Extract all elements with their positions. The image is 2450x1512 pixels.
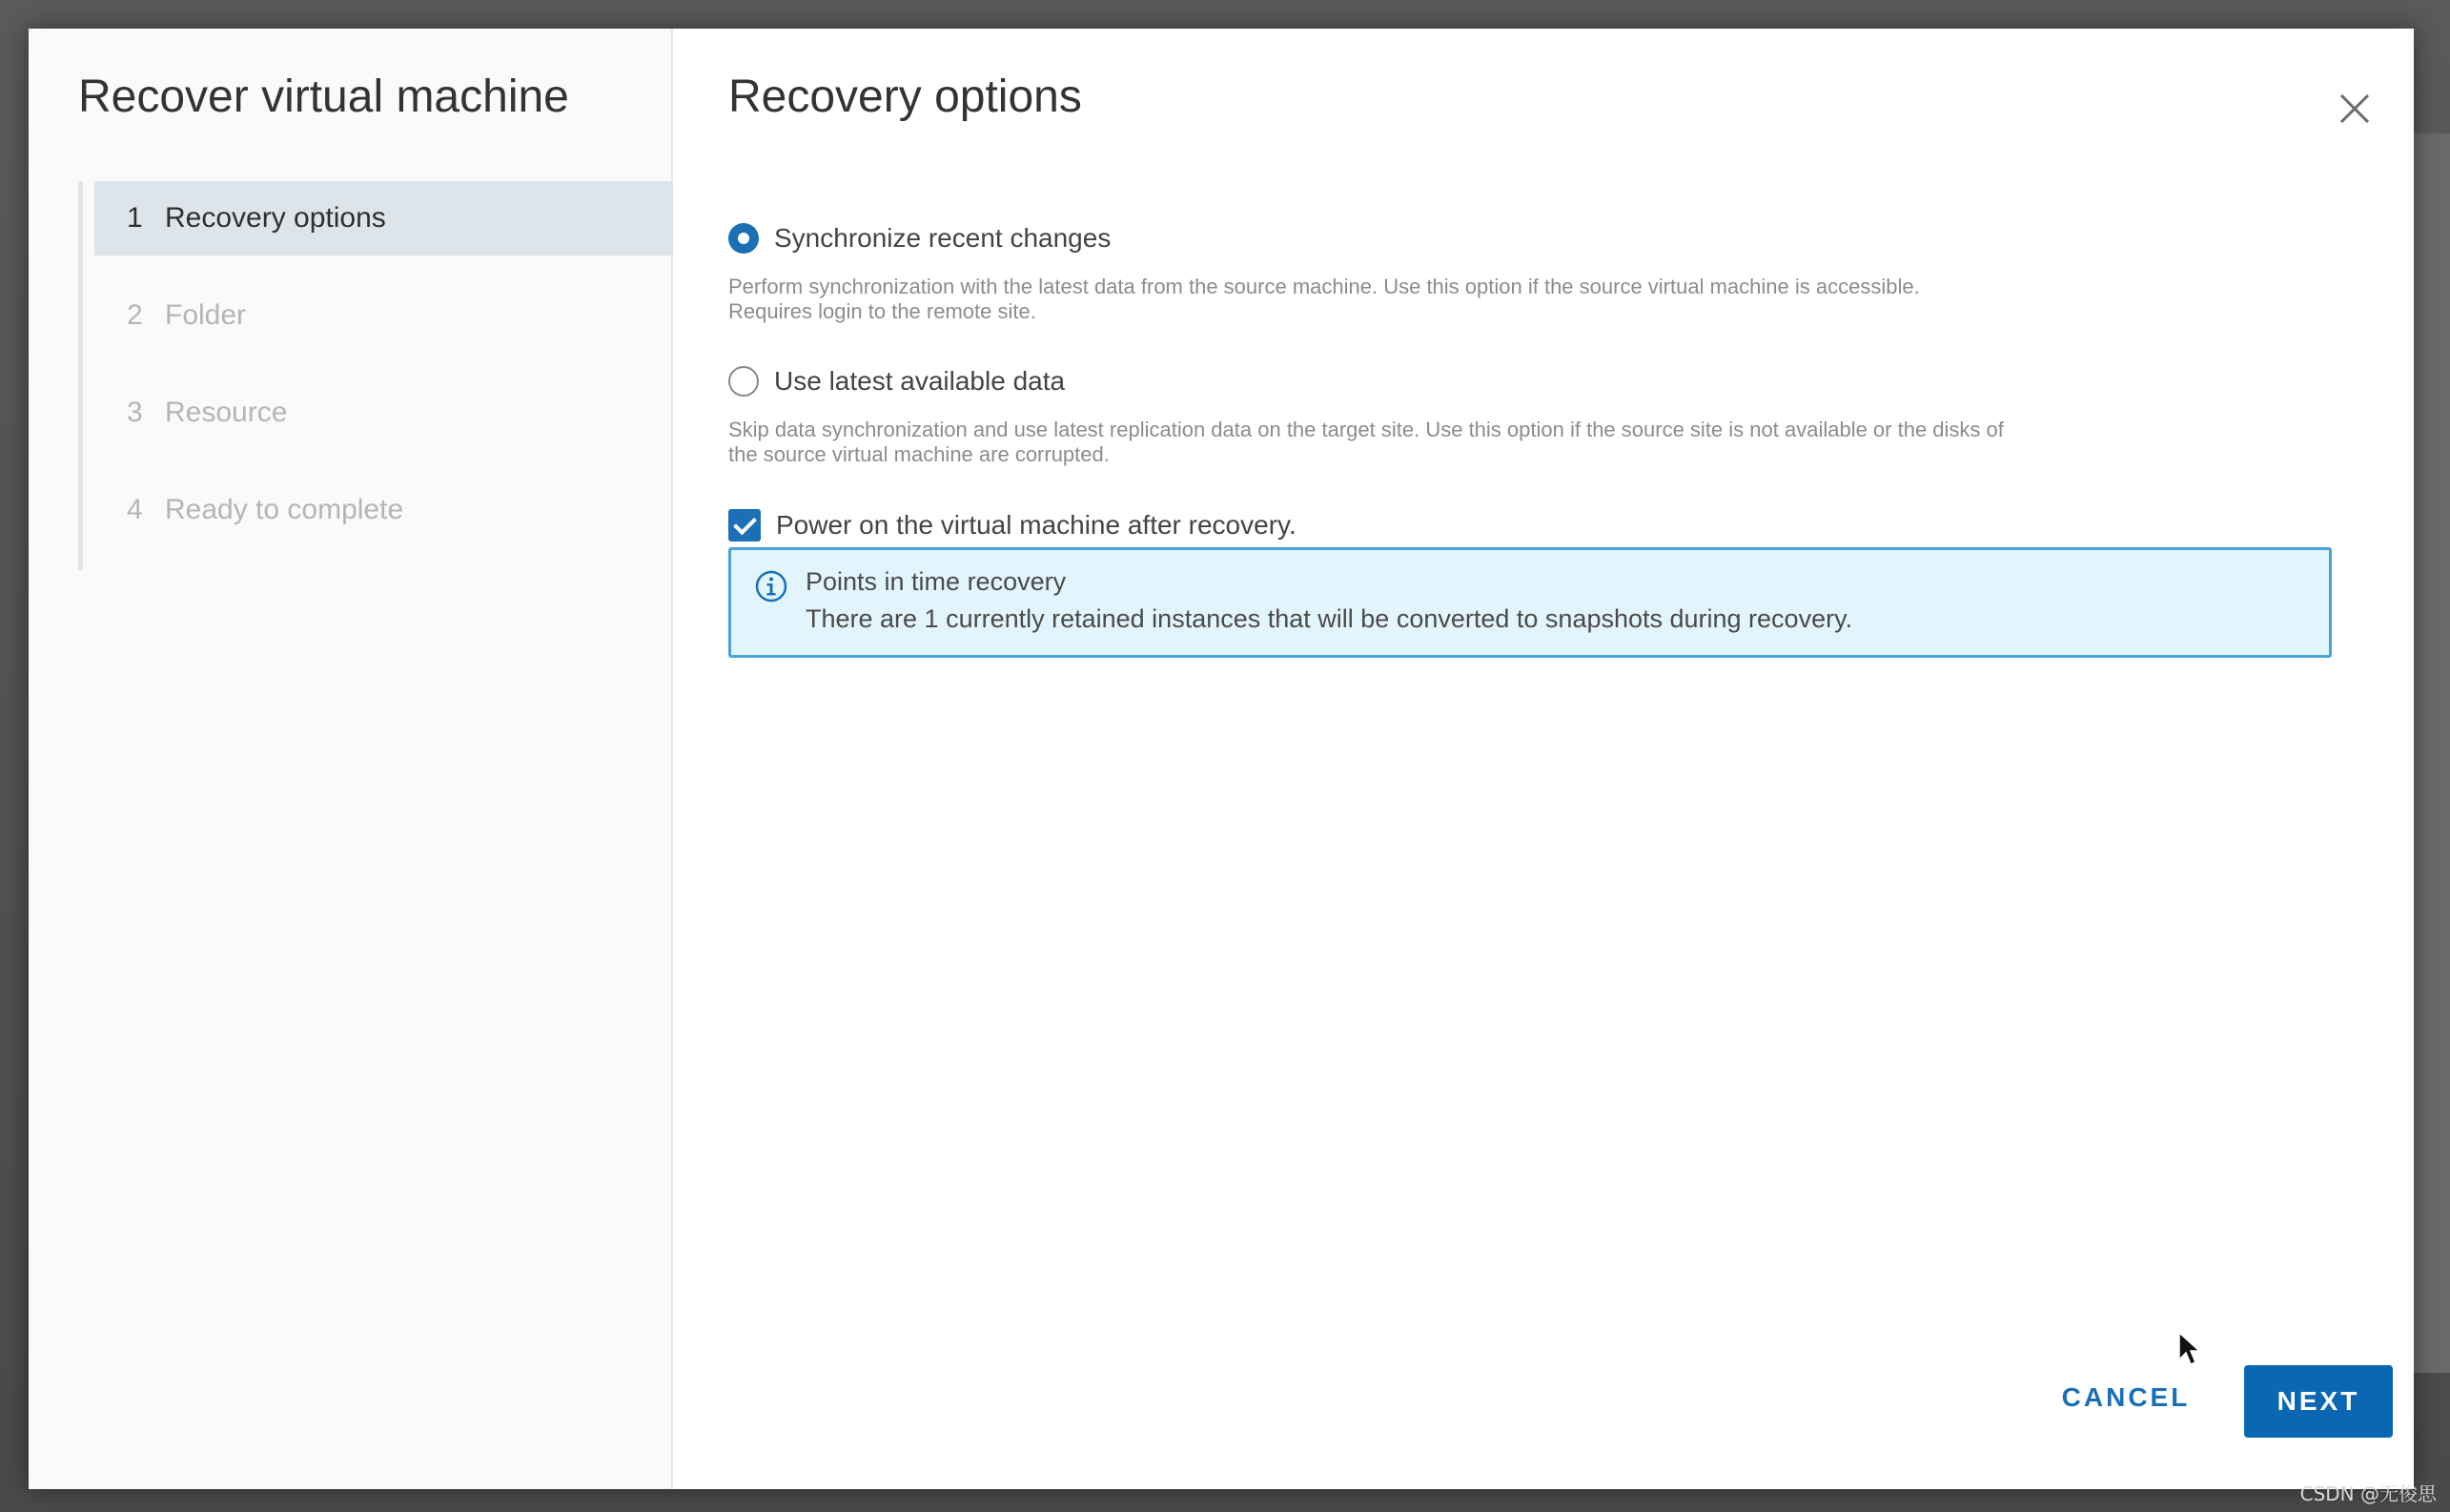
radio-use-latest-available-data[interactable] [728, 366, 1065, 397]
recover-vm-dialog [29, 29, 2414, 1489]
step-label: Resource [165, 397, 288, 428]
power-on-checkbox[interactable] [728, 509, 761, 541]
info-alert [728, 547, 2332, 658]
step-recovery-options[interactable] [94, 181, 673, 255]
step-ready-to-complete[interactable] [94, 473, 673, 547]
wizard-content [673, 29, 2414, 1489]
close-button[interactable] [2332, 86, 2378, 132]
step-label: Folder [165, 299, 247, 331]
step-label: Recovery options [165, 202, 386, 234]
radio-label: Use latest available data [774, 366, 1066, 396]
alert-title: Points in time recovery [806, 567, 1067, 596]
radio-label: Synchronize recent changes [774, 223, 1112, 253]
background-panel [2414, 133, 2450, 1373]
checkbox-label: Power on the virtual machine after recovery. [776, 510, 1296, 540]
mouse-cursor-icon [2177, 1331, 2202, 1367]
page-title: Recovery options [728, 72, 1082, 122]
step-number: 4 [127, 494, 143, 525]
step-number: 3 [127, 397, 143, 428]
wizard-sidebar [29, 29, 673, 1489]
watermark: CSDN @无俊思 [2299, 1482, 2437, 1505]
option-description: Perform synchronization with the latest data from the source machine. Use this option if the source virtual machine is accessible. Requires login to the remote site. [728, 275, 1920, 323]
step-number: 2 [127, 299, 143, 331]
wizard-steps [78, 181, 673, 570]
power-on-checkbox-row[interactable] [728, 509, 1296, 541]
cancel-button[interactable]: CANCEL [2031, 1361, 2221, 1434]
radio-unselected-indicator[interactable] [728, 366, 759, 397]
close-icon [2332, 86, 2378, 132]
dialog-title: Recover virtual machine [78, 72, 569, 122]
step-number: 1 [127, 202, 143, 234]
option-description: Skip data synchronization and use latest replication data on the target site. Use this option if the source site is not available or the disks of the source virtual machine are corrupted. [728, 418, 2004, 466]
step-folder[interactable] [94, 278, 673, 353]
step-resource[interactable] [94, 376, 673, 450]
radio-selected-indicator[interactable] [728, 223, 759, 254]
alert-message: There are 1 currently retained instances that will be converted to snapshots during recovery. [806, 604, 1853, 633]
step-label: Ready to complete [165, 494, 404, 525]
radio-synchronize-recent-changes[interactable] [728, 223, 1111, 254]
info-icon [754, 569, 788, 603]
next-button[interactable]: NEXT [2244, 1365, 2393, 1438]
